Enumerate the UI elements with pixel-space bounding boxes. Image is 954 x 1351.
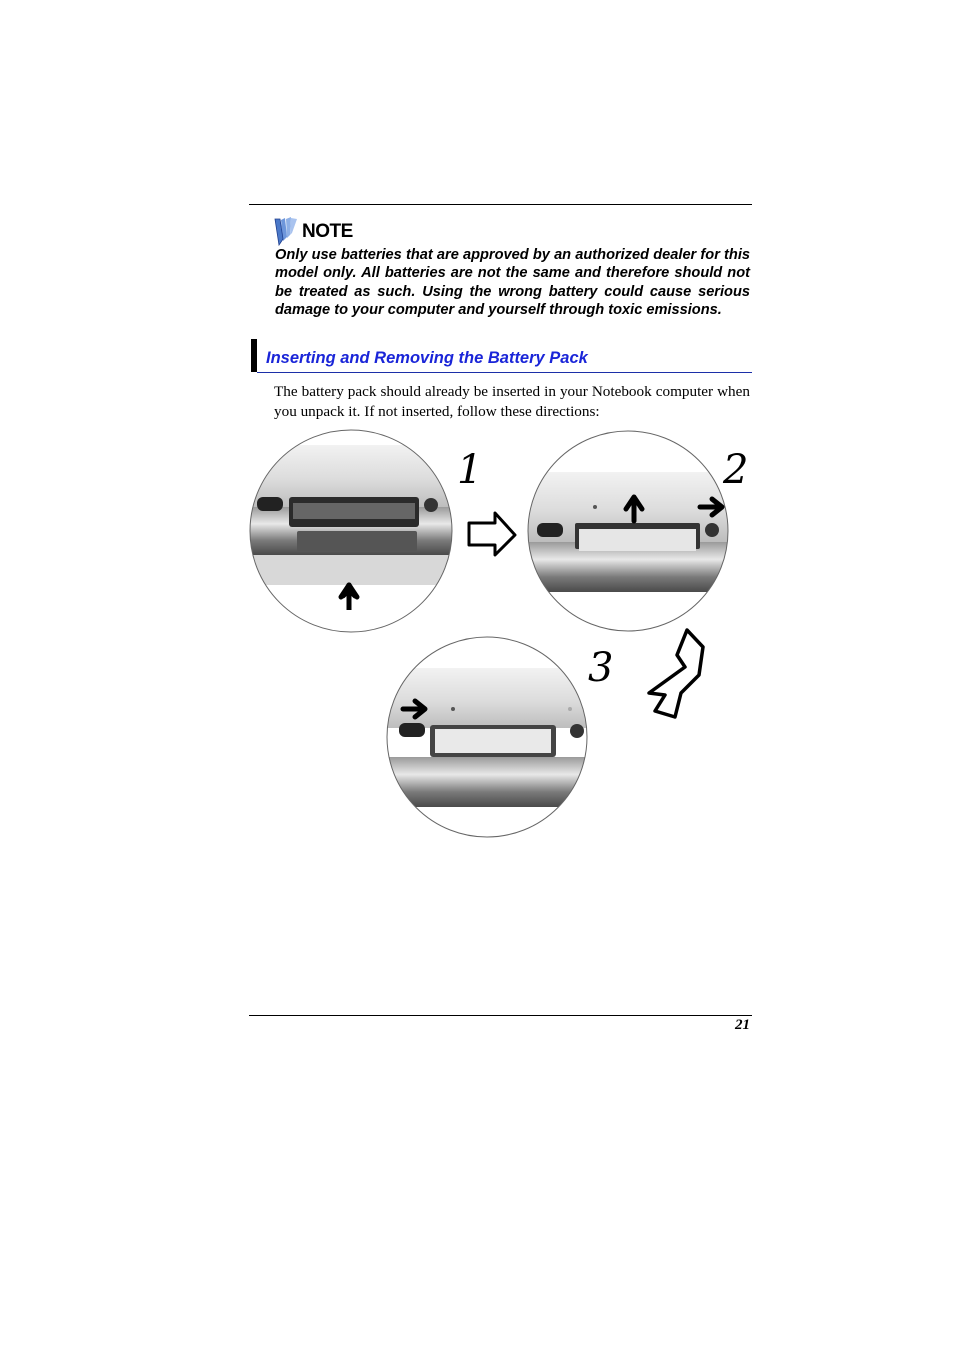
step-3-photo: [375, 625, 605, 845]
step-2-photo: [515, 425, 745, 645]
section-title: Inserting and Removing the Battery Pack: [266, 349, 588, 367]
note-heading: [272, 217, 353, 247]
step-1-photo: [245, 425, 465, 645]
hand-pointer-icon: [272, 217, 300, 247]
section-underline: [257, 372, 752, 373]
arrow-curved-outline-icon: [649, 630, 703, 717]
note-text: Only use batteries that are approved by an authorized dealer for this model only. All batteries are not the same and therefore should not be treated as such. Using the wrong battery could cause serious damage to your computer and yourself through toxic emissions.: [275, 247, 750, 318]
step-2-label: 2: [723, 447, 749, 493]
header-rule: [249, 204, 752, 205]
battery-insertion-figure: [245, 425, 760, 845]
step-1-label: 1: [457, 447, 483, 493]
intro-paragraph: The battery pack should already be inserted in your Notebook computer when you unpack it. If not inserted, follow these directions:: [274, 383, 750, 420]
section-marker: [251, 339, 257, 372]
page-number: 21: [735, 1017, 750, 1033]
note-label: NOTE: [302, 221, 353, 242]
step-3-label: 3: [588, 645, 614, 691]
footer-rule: [249, 1015, 752, 1016]
arrow-right-outline-icon: [469, 513, 515, 555]
